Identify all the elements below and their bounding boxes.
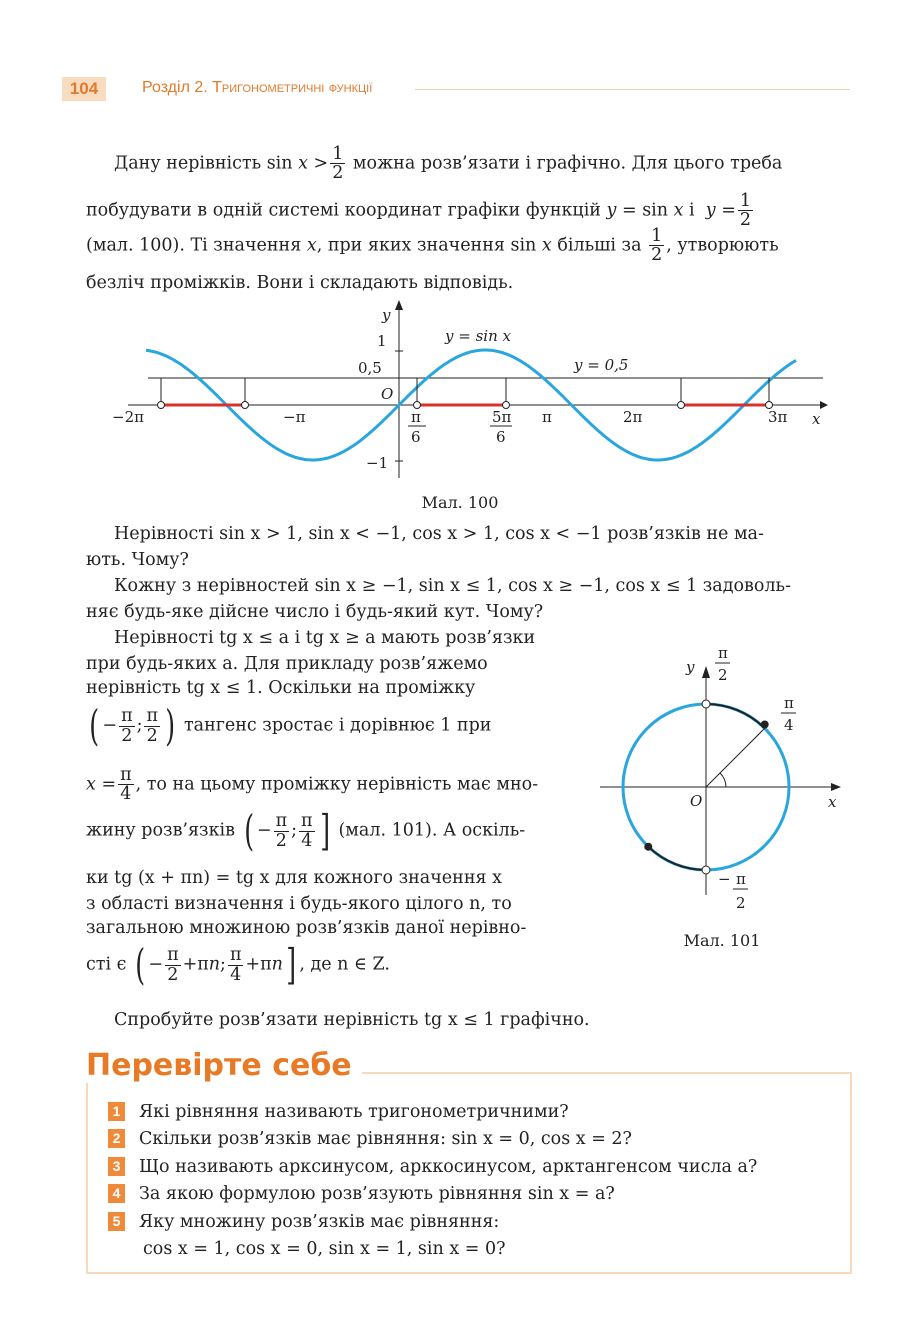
arc-bottom <box>648 847 706 870</box>
label-y-half: y = 0,5 <box>574 356 629 374</box>
para3-line8: з області визначення і будь-якого цілого n, то <box>86 894 512 914</box>
para1-line3: (мал. 100). Ті значення x, при яких значення sin x більші за $\frac{1}{2}$ , утворюють <box>86 226 779 266</box>
para2-line2: ють. Чому? <box>86 550 189 570</box>
radius-pi-4 <box>706 728 765 787</box>
tick-2pi: 2π <box>623 408 643 426</box>
tick-pi-over-6-den: 6 <box>411 428 421 446</box>
svg-text:π: π <box>718 644 728 662</box>
chapter-prefix: Розділ 2. <box>142 79 208 96</box>
question-5: 5 Яку множину розв’язків має рівняння: <box>108 1209 499 1235</box>
para3-line10: сті є ( − $\frac{\pi}{2}$ +πn; $\frac{\pi}{4}$ +πn] , де n ∈ Z. <box>86 940 390 989</box>
para1-line2: побудувати в одній системі координат графіки функцій y = sin x і y = $\frac{1}{2}$ <box>86 191 752 231</box>
question-5-line2: cos x = 1, cos x = 0, sin x = 1, sin x = 0? <box>143 1239 506 1259</box>
label-origin: O <box>381 385 394 403</box>
tick-minus-pi: −π <box>283 408 306 426</box>
para3-line7: ки tg (x + πn) = tg x для кожного значення x <box>86 868 502 888</box>
question-2: 2 Скільки розв’язків має рівняння: sin x = 0, cos x = 2? <box>108 1126 632 1152</box>
svg-text:−: − <box>718 870 731 888</box>
label-sin: y = sin x <box>445 327 511 345</box>
tick-pi-over-6-num: π <box>411 408 421 426</box>
x-axis-arrow <box>820 401 828 409</box>
svg-text:π: π <box>736 870 746 888</box>
axis-x-label: x <box>828 793 837 811</box>
svg-text:π: π <box>784 694 794 712</box>
figure-100-sine-graph <box>108 298 828 488</box>
axis-y-label: y <box>686 658 695 676</box>
para2-line4: няє будь-яке дійсне число і будь-який кут. Чому? <box>86 602 544 622</box>
figure-100-caption: Мал. 100 <box>421 493 499 512</box>
para3-line3: нерівність tg x ≤ 1. Оскільки на проміжку <box>86 678 476 698</box>
section-title: Перевірте себе <box>86 1048 362 1083</box>
label-origin: O <box>690 792 703 810</box>
point-pi-4 <box>761 721 769 729</box>
label-one: 1 <box>377 332 387 350</box>
figure-101-unit-circle <box>598 640 848 920</box>
svg-text:4: 4 <box>784 716 794 734</box>
para3-line6: жину розв’язків ( − $\frac{\pi}{2}$ ; $\frac{\pi}{4}$ ] (мал. 101). А оскіль- <box>86 806 526 855</box>
tick-pi: π <box>542 408 552 426</box>
axis-y-label: y <box>382 306 391 324</box>
page-number: 104 <box>62 77 106 101</box>
chapter-title <box>142 79 372 97</box>
figure-101-caption: Мал. 101 <box>683 931 761 950</box>
point-pi-2 <box>702 700 710 708</box>
axis-x-label: x <box>812 410 821 428</box>
tick-minus-2pi: −2π <box>112 408 144 426</box>
svg-text:2: 2 <box>736 894 746 912</box>
para3-line5: x = $\frac{\pi}{4}$ , то на цьому проміжку нерівність має мно- <box>86 765 539 805</box>
fraction-half: $\frac{1}{2}$ <box>739 191 752 231</box>
y-axis-arrow <box>395 300 403 310</box>
para2-line1: Нерівності sin x > 1, sin x < −1, cos x > 1, cos x < −1 розв’язків не ма- <box>114 524 764 544</box>
label-minus-one: −1 <box>366 454 389 472</box>
question-1: 1 Які рівняння називають тригонометричними? <box>108 1099 569 1125</box>
fraction-half: $\frac{1}{2}$ <box>332 144 344 184</box>
para3-line4: ( − $\frac{\pi}{2}$ ; $\frac{\pi}{2}$ ) тангенс зростає і дорівнює 1 при <box>89 701 492 750</box>
label-half: 0,5 <box>358 359 382 377</box>
question-3: 3 Що називають арксинусом, арккосинусом, арктангенсом числа a? <box>108 1154 757 1180</box>
para2-line3: Кожну з нерівностей sin x ≥ −1, sin x ≤ 1, cos x ≥ −1, cos x ≤ 1 задоволь- <box>114 576 791 596</box>
chapter-name: Тригонометричні функції <box>212 79 373 96</box>
fraction-half: $\frac{1}{2}$ <box>651 226 663 266</box>
question-4: 4 За якою формулою розв’язують рівняння sin x = a? <box>108 1181 615 1207</box>
point-5pi-4 <box>644 843 652 851</box>
para3-line9: загальною множиною розв’язків даної нерівно- <box>86 918 527 938</box>
para1-line1: Дану нерівність sin x > $\frac{1}{2}$ можна розв’язати і графічно. Для цього треба <box>114 144 783 184</box>
para3-line2: при будь-яких a. Для прикладу розв’яжемо <box>86 654 488 674</box>
para1-line4: безліч проміжків. Вони і складають відповідь. <box>86 273 514 293</box>
svg-text:2: 2 <box>718 666 728 684</box>
point-minus-pi-2 <box>702 866 710 874</box>
para3-line1: Нерівності tg x ≤ a і tg x ≥ a мають розв’язки <box>114 628 536 648</box>
para3-line11: Спробуйте розв’язати нерівність tg x ≤ 1 графічно. <box>114 1010 590 1030</box>
tick-5pi-over-6-num: 5π <box>492 408 512 426</box>
tick-5pi-over-6-den: 6 <box>496 428 506 446</box>
arc-top <box>706 704 765 728</box>
tick-3pi: 3π <box>768 408 788 426</box>
header-rule <box>415 89 850 90</box>
